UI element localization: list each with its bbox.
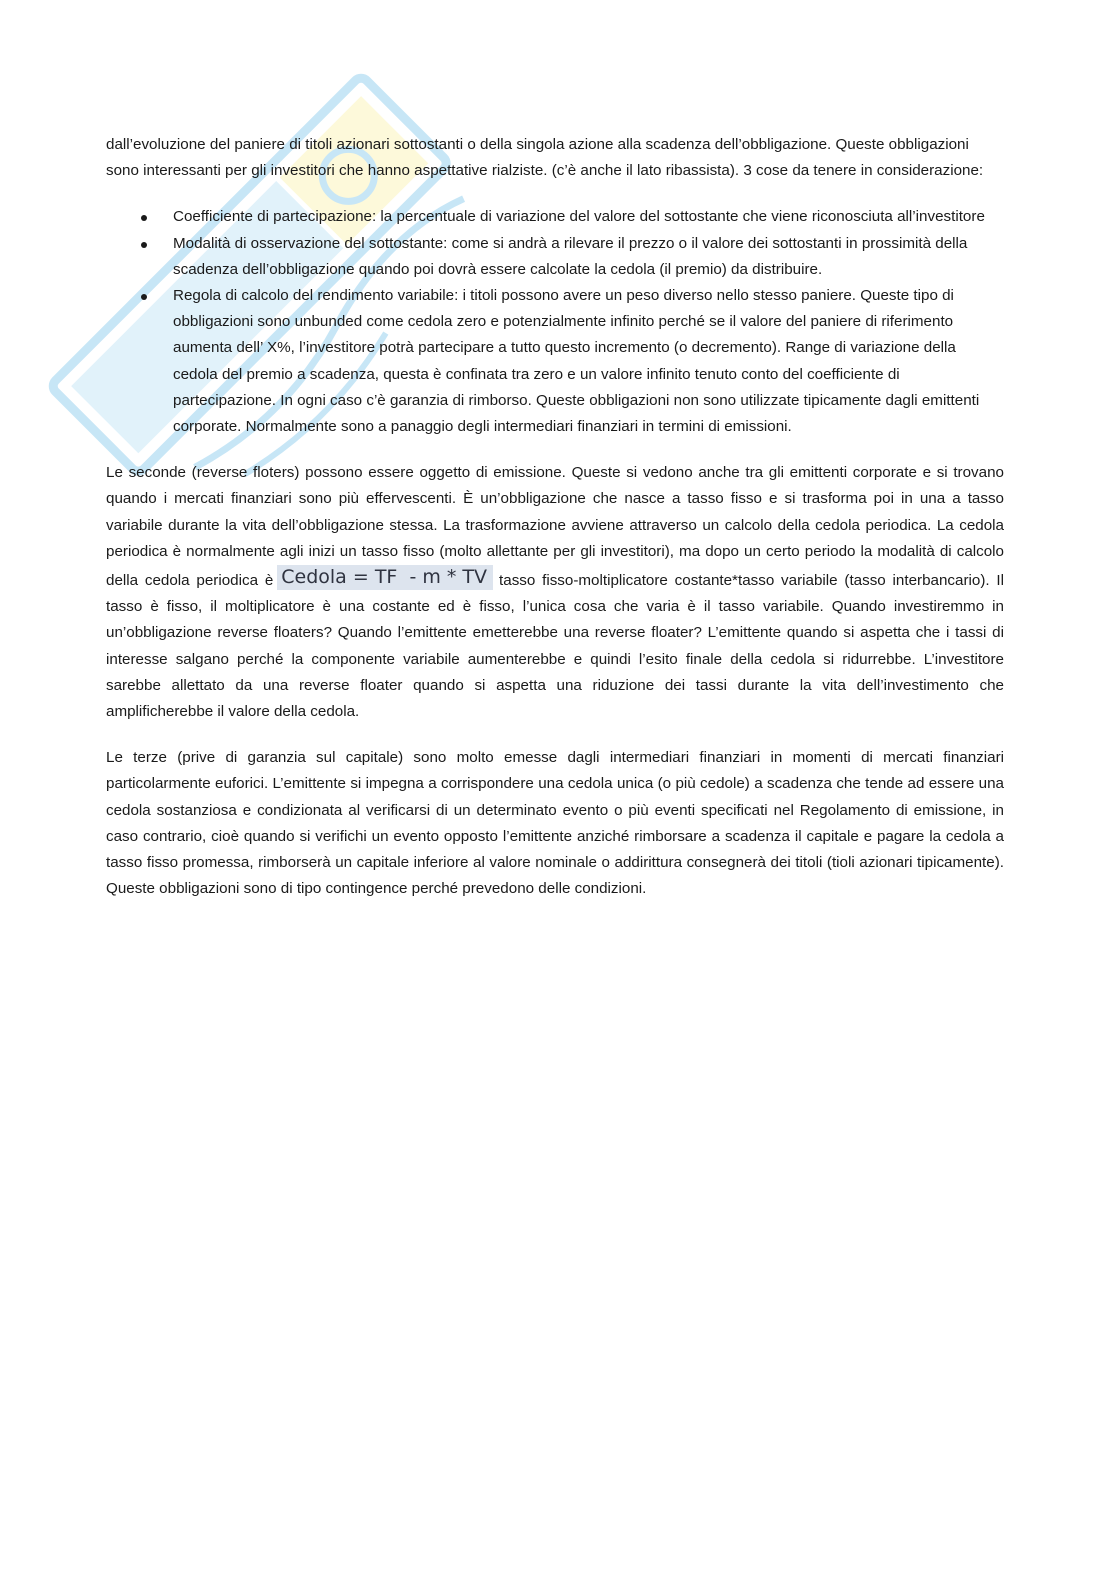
third-paragraph: Le terze (prive di garanzia sul capitale) sono molto emesse dagli intermediari finanziari in momenti di mercati finanziari particolarmente euforici. L’emittente si impegna a corrispondere una cedola unica (o più cedole) a scadenza che tende ad essere una cedola sostanziosa e condizionata al verificarsi di un determinato evento o più eventi specificati nel Regolamento di emissione, in caso contrario, cioè quando si verifichi un evento opposto l’emittente anziché rimborsare a scadenza il capitale e pagare la cedola a tasso fisso promessa, rimborserà un capitale inferiore al valore nominale o addirittura consegnerà dei titoli (tioli azionari tipicamente). Queste obbligazioni sono di tipo contingence perché prevedono delle condizioni. [106,749,1004,898]
paragraph-text: tasso fisso-moltiplicatore costante*tasso variabile (tasso interbancario). Il tasso è fisso, il moltiplicatore è una costante ed è fisso, l’unica cosa che varia è il tasso variabile. Quando investiremmo in un’obbligazione reverse floaters? Quando l’emittente emetterebbe una reverse floater? L’emittente quando si aspetta che i tassi di interesse salgano perché la componente variabile aumenterebbe e quindi l’esito finale della cedola si ridurrebbe. L’investitore sarebbe allettato da una reverse floater quando si aspetta una riduzione dei tassi durante la vita dell’investimento che amplificherebbe il valore della cedola. [106,572,1004,721]
reverse-floater-paragraph [106,460,1004,725]
list-item-text: Coefficiente di partecipazione: la percentuale di variazione del valore del sottostante che viene riconosciuta all’investitore [173,208,985,226]
bullet-icon [141,215,147,221]
list-item-text: Modalità di osservazione del sottostante: come si andrà a rilevare il prezzo o il valore dei sottostanti in prossimità della scadenza dell’obbligazione quando poi dovrà essere calcolate la cedola (il premio) da distribuire. [173,234,968,278]
list-item [106,231,1004,283]
list-item [106,204,1004,230]
cedola-formula: Cedola = TF - m * TV [277,565,493,590]
paragraph-text: Le seconde (reverse floters) possono essere oggetto di emissione. Queste si vedono anche tra gli emittenti corporate e si trovano quando i mercati finanziari sono più effervescenti. È un’obbligazione che nasce a tasso fisso e si trasforma poi in una a tasso variabile durante la vita dell’obbligazione stessa. La trasformazione avviene attraverso un calcolo della cedola periodica. La cedola periodica è normalmente agli inizi un tasso fisso (molto allettante per gli investitori), ma dopo un certo periodo la modalità di calcolo della cedola periodica è [106,464,1004,590]
bullet-icon [141,294,147,300]
list-item-text: Regola di calcolo del rendimento variabile: i titoli possono avere un peso diverso nello stesso paniere. Queste tipo di obbligazioni sono unbunded come cedola zero e potenzialmente infinito perché se il valore del paniere di riferimento aumenta dell’ X%, l’investitore potrà partecipare a tutto questo incremento (o decremento). Range di variazione della cedola del premio a scadenza, questa è confinata tra zero e un valore infinito tenuto conto del coefficiente di partecipazione. In ogni caso c’è garanzia di rimborso. Queste obbligazioni non sono utilizzate tipicamente dagli emittenti corporate. Normalmente sono a panaggio degli intermediari finanziari in termini di emissioni. [173,287,980,436]
bullet-icon [141,242,147,248]
bullet-list [106,204,1004,440]
list-item [106,283,1004,440]
intro-paragraph: dall’evoluzione del paniere di titoli azionari sottostanti o della singola azione alla scadenza dell’obbligazione. Queste obbligazioni sono interessanti per gli investitori che hanno aspettative rialziste. (c’è anche il lato ribassista). 3 cose da tenere in considerazione: [106,136,984,180]
document-body [106,132,1004,902]
